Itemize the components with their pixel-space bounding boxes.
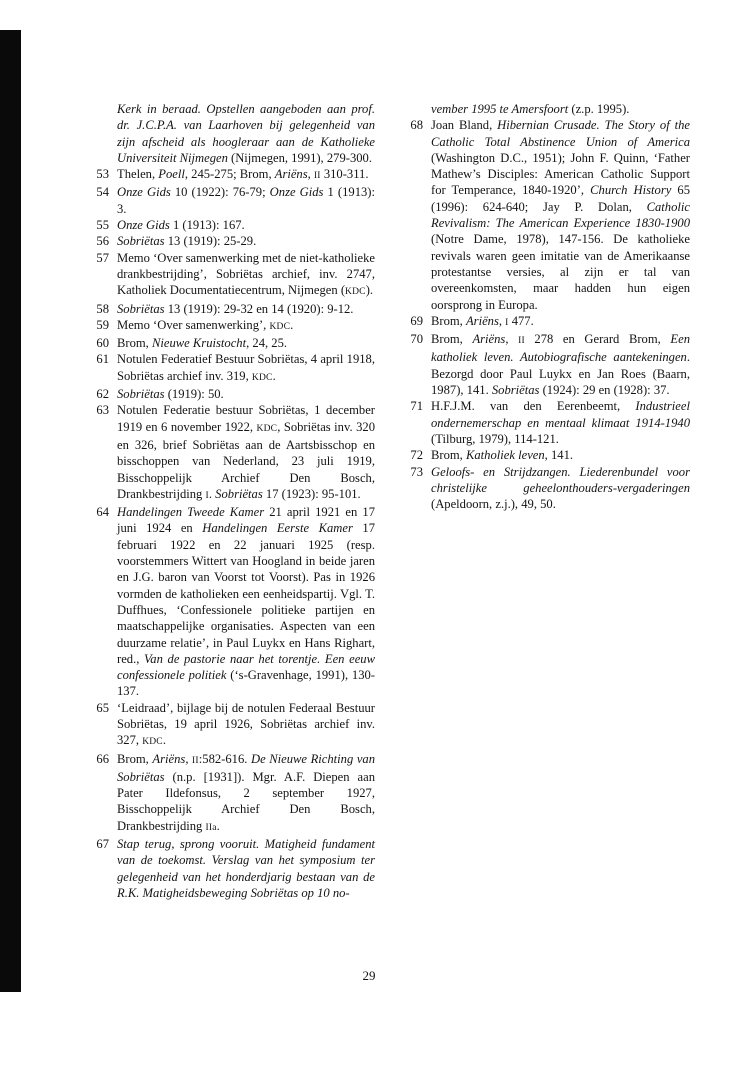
footnote (88, 184, 375, 217)
footnote-text: KDC (269, 321, 291, 332)
footnote-text: (Nijmegen, 1991), 279-300. (227, 150, 372, 165)
footnote-text: Een katholiek leven. Autobiografische aantekeningen (431, 332, 690, 365)
footnote-text: 21 april 1921 en 17 juni 1924 en (117, 505, 375, 536)
footnote-text: , (498, 313, 506, 328)
footnote-number: 59 (96, 317, 109, 332)
footnote-text: I (505, 317, 509, 328)
footnote-text: Ariëns (274, 167, 308, 182)
footnote (88, 335, 375, 351)
footnote (402, 464, 690, 513)
footnote-text: Industrieel ondernemerschap en mentaal klimaat 1914-1940 (431, 399, 690, 430)
footnote-number: 73 (410, 464, 423, 479)
footnote-text: Notulen Federatief Bestuur Sobriëtas, 4 april 1918, Sobriëtas archief inv. 319, (117, 352, 375, 383)
footnote-text: , (307, 167, 314, 182)
footnote-text: 1 (1913): 167. (169, 218, 245, 233)
footnote-text: Handelingen Eerste Kamer (202, 521, 353, 536)
scan-edge-bar (0, 30, 21, 992)
footnote-text: Handelingen Tweede Kamer (117, 505, 265, 520)
footnote (402, 313, 690, 331)
footnote-text: Katholiek leven (465, 448, 545, 463)
footnote-text: Notulen Federatie bestuur Sobriëtas, 1 december 1919 en 6 november 1922, (117, 403, 375, 434)
footnote-text: . Bezorgd door Paul Luykx en Jan Roes (Baarn, 1987), 141. (431, 350, 690, 398)
footnote-number: 60 (96, 336, 109, 351)
footnote-number: 71 (410, 399, 423, 414)
footnote (88, 504, 375, 700)
footnote-text: Hibernian Crusade. The Story of the Catholic Total Abstinence Union of America (431, 118, 690, 149)
footnote-text: (1919): 50. (164, 387, 224, 402)
footnote-text: 13 (1919): 29-32 en 14 (1920): 9-12. (164, 301, 354, 316)
footnote-text: Brom, (431, 448, 466, 463)
footnote-text: II (192, 755, 199, 766)
footnote-number: 54 (96, 185, 109, 200)
footnote-text: , 24, 25. (246, 336, 288, 351)
footnote-text: Nieuwe Kruistocht (151, 336, 247, 351)
footnote (88, 166, 375, 184)
footnote-text: Van de pastorie naar het torentje. Een eeuw confessionele politiek (117, 651, 375, 683)
footnote-text: . (272, 368, 276, 383)
footnote-number: 61 (96, 352, 109, 367)
footnote-text: Kerk in beraad. Opstellen aangeboden aan prof. dr. J.C.P.A. van Laarhoven bij gelegenheid van zijn afscheid als hoogleraar aan de Katholieke Universiteit Nijmegen (117, 102, 375, 165)
footnote-text: Joan Bland, (431, 118, 498, 133)
footnote-text: IIa (205, 822, 217, 833)
footnote-text: Stap terug, sprong vooruit. Matigheid fundament van de toekomst. Verslag van het symposium ter gelegenheid van het honderdjarig bestaan van de R.K. Matigheidsbeweging Sobriëtas op 10 no- (117, 837, 375, 900)
footnote-number: 56 (96, 234, 109, 249)
footnote-text: De Nieuwe Richting van Sobriëtas (117, 751, 376, 784)
page-number: 29 (362, 968, 376, 983)
footnote-number: 57 (96, 250, 109, 265)
footnote-text: Onze Gids (269, 185, 324, 200)
footnote-text: Onze Gids (117, 185, 171, 200)
footnote-text: :582-616. (198, 751, 251, 766)
footnote (88, 386, 375, 402)
footnote-text: Memo ‘Over samenwerking’, (117, 317, 270, 332)
footnote-text: , 141. (544, 448, 574, 463)
footnote-text: (n.p. [1931]). Mgr. A.F. Diepen aan Pater Ildefonsus, 2 september 1927, Bisschoppelijk Archief Den Bosch, Drankbestrijding (117, 769, 375, 833)
footnote-text: (Washington D.C., 1951); John F. Quinn, ‘Father Mathew’s Disciples: American Catholic Support for Temperance, 1840-1920’, (431, 150, 690, 198)
footnote (402, 398, 690, 447)
footnote-text: Brom, (431, 313, 466, 328)
footnote-text: (Tilburg, 1979), 114-121. (431, 431, 559, 446)
footnote (88, 233, 375, 249)
notes-column-right (402, 101, 690, 512)
footnote-text: KDC (251, 372, 273, 383)
footnote-text: 477. (508, 313, 534, 328)
footnote-text: . (290, 317, 294, 332)
footnote (402, 117, 690, 313)
footnote (88, 751, 375, 836)
footnote-text: Onze Gids (117, 218, 170, 233)
footnote-text: ‘Leidraad’, bijlage bij de notulen Federaal Bestuur Sobriëtas, 19 april 1926, Sobriëtas archief inv. 327, (117, 700, 375, 748)
footnote-number: 65 (96, 700, 109, 715)
footnote-text: vember 1995 te Amersfoort (431, 102, 569, 116)
footnote (88, 700, 375, 751)
notes-column-left (88, 101, 375, 901)
footnote-text: . (216, 818, 220, 833)
footnote-text: 278 en Gerard Brom, (524, 332, 671, 347)
footnote-text: II (518, 336, 525, 347)
footnote-text: I (205, 490, 209, 501)
footnote-text: 13 (1919): 25-29. (164, 234, 257, 249)
footnote-text: Brom, (117, 751, 153, 766)
footnote-text: Sobriëtas (117, 387, 165, 402)
footnote-text: H.F.J.M. van den Eerenbeemt, (431, 399, 636, 414)
footnote-text: 10 (1922): 76-79; (170, 185, 270, 200)
footnote-text: Sobriëtas (215, 486, 263, 501)
footnote-text: Ariëns (472, 332, 506, 347)
footnote-text: , (505, 332, 519, 347)
footnote (88, 836, 375, 901)
footnote-text: Ariëns (465, 313, 499, 328)
footnote-text: 17 (1923): 95-101. (262, 486, 361, 501)
footnote-text: KDC (256, 423, 278, 434)
footnote-number: 62 (96, 387, 109, 402)
footnote-text: (Notre Dame, 1978), 147-156. De katholieke revivals waren geen imitatie van de Amerikaanse protestantse versies, al zijn er tal van overeenkomsten, maar hadden hun eigen oorsprong in Europa. (431, 232, 690, 312)
footnote-text: , Sobriëtas inv. 320 en 326, brief Sobriëtas aan de Aartsbisschop en bisschoppen van Nederland, 23 juli 1919, Bisschoppelijk Archief Den Bosch, Drankbestrijding (117, 419, 375, 501)
footnote-text: 310-311. (320, 167, 369, 182)
footnote (88, 250, 375, 301)
footnote-text: 1 (1913): 3. (117, 185, 375, 216)
footnote-text: ). (365, 283, 374, 298)
footnote (88, 101, 375, 166)
footnote-text: (Apeldoorn, z.j.), 49, 50. (431, 497, 556, 512)
footnote-text: Memo ‘Over samenwerking met de niet-katholieke drankbestrijding’, Sobriëtas archief, inv. 2747, Katholiek Documentatiecentrum, Nijmegen ( (117, 250, 375, 298)
footnote-text: Brom, (431, 332, 473, 347)
footnote-text: Geloofs- en Strijdzangen. Liederenbundel voor christelijke geheelonthouders-vergaderingen (431, 464, 690, 495)
footnote-text: 17 februari 1922 en 22 januari 1925 (resp. voorstemmers Wittert van Hoogland in beide jaren en J.G. baron van Voorst tot Voorst). Pas in 1926 vormden de katholieken een eenheidspartij. Vgl. T. Duffhues, ‘Confessionele politieke partijen en maatschappelijke organisaties. Aspecten van een duurzame relatie’, in Paul Luykx en Hans Righart, red., (117, 521, 375, 666)
footnote (402, 331, 690, 398)
footnote-text: Thelen, (117, 167, 159, 182)
footnote-number: 58 (96, 301, 109, 316)
footnote-text: (z.p. 1995). (568, 102, 630, 116)
footnote (402, 101, 690, 117)
footnote-text: 65 (1996): 624-640; Jay P. Dolan, (431, 183, 690, 214)
footnote-text: Poell (158, 167, 185, 182)
footnote-text: Sobriëtas (117, 234, 165, 249)
footnote-number: 64 (96, 505, 109, 520)
footnote (88, 217, 375, 233)
footnote (402, 447, 690, 463)
footnote-text: , 245-275; Brom, (184, 167, 275, 182)
footnote-text: (1924): 29 en (1928): 37. (539, 383, 670, 398)
footnote-text: , (185, 751, 193, 766)
footnote-number: 67 (96, 837, 109, 852)
footnote-text: Sobriëtas (117, 301, 165, 316)
footnote (88, 402, 375, 504)
footnote-number: 66 (96, 751, 109, 766)
footnote-text: . (162, 733, 167, 748)
footnote (88, 317, 375, 335)
footnote-number: 68 (410, 118, 423, 133)
footnote (88, 351, 375, 386)
footnote-number: 63 (96, 403, 109, 418)
footnote-number: 53 (96, 167, 109, 182)
footnote-text: Church History (590, 183, 672, 198)
footnote-number: 72 (410, 448, 423, 463)
footnote-text: Brom, (117, 336, 152, 351)
footnote-text: II (313, 171, 321, 182)
footnote-text: Catholic Revivalism: The American Experience 1830-1900 (431, 199, 690, 231)
footnote-text: (‘s-Gravenhage, 1991), 130-137. (117, 668, 376, 699)
footnote-number: 70 (410, 332, 423, 347)
footnote-text: Sobriëtas (491, 383, 540, 398)
footnote-text: KDC (345, 287, 366, 298)
footnote (88, 301, 375, 317)
footnote-text: . (208, 486, 216, 501)
footnote-number: 69 (410, 313, 423, 328)
footnote-number: 55 (96, 218, 109, 233)
footnote-text: Ariëns (152, 751, 186, 766)
footnote-text: KDC (142, 737, 163, 748)
